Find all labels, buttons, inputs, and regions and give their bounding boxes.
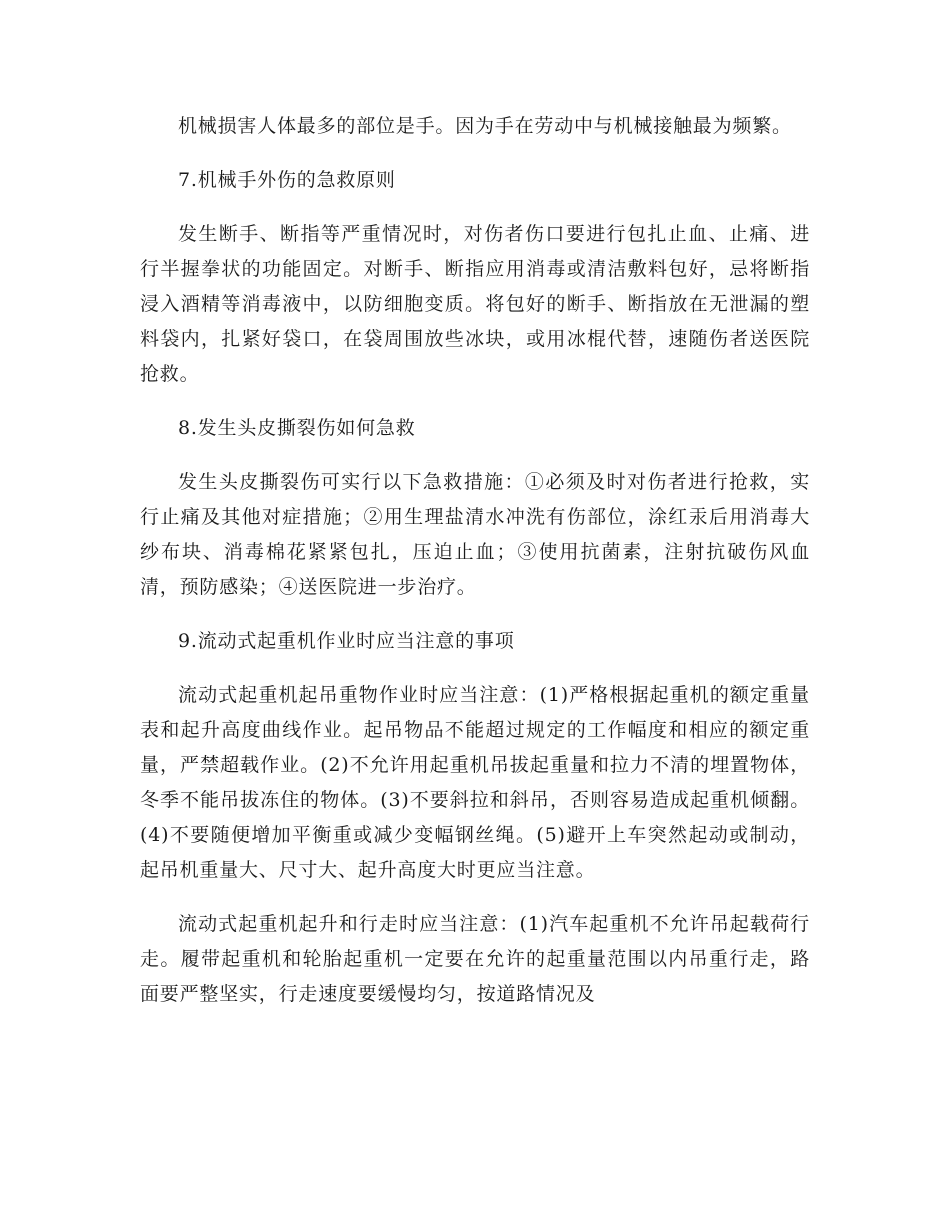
section-heading-8: 8.发生头皮撕裂伤如何急救	[178, 417, 416, 439]
paragraph-crane-lifting: 流动式起重机起吊重物作业时应当注意：(1)严格根据起重机的额定重量表和起升高度曲线作业。起吊物品不能超过规定的工作幅度和相应的额定重量，严禁超载作业。(2)不允许用起重机吊拔起重量和拉力不清的埋置物体，冬季不能吊拔冻住的物体。(3)不要斜拉和斜吊，否则容易造成起重机倾翻。(4)不要随便增加平衡重或减少变幅钢丝绳。(5)避开上车突然起动或制动，起吊机重量大、尺寸大、起升高度大时更应当注意。	[140, 684, 810, 881]
section-heading-9: 9.流动式起重机作业时应当注意的事项	[178, 630, 515, 652]
paragraph-crane-travel: 流动式起重机起升和行走时应当注意：(1)汽车起重机不允许吊起载荷行走。履带起重机和轮胎起重机一定要在允许的起重量范围以内吊重行走，路面要严整坚实，行走速度要缓慢均匀，按道路情况及	[140, 913, 810, 1005]
section-heading-7: 7.机械手外伤的急救原则	[178, 169, 396, 191]
paragraph-scalp-laceration: 发生头皮撕裂伤可实行以下急救措施：①必须及时对伤者进行抢救，实行止痛及其他对症措施；②用生理盐清水冲洗有伤部位，涂红汞后用消毒大纱布块、消毒棉花紧紧包扎，压迫止血；③使用抗菌素，注射抗破伤风血清，预防感染；④送医院进一步治疗。	[140, 471, 810, 598]
paragraph-hand-injury-intro: 机械损害人体最多的部位是手。因为手在劳动中与机械接触最为频繁。	[178, 115, 792, 137]
paragraph-hand-injury-first-aid: 发生断手、断指等严重情况时，对伤者伤口要进行包扎止血、止痛、进行半握拳状的功能固定。对断手、断指应用消毒或清洁敷料包好，忌将断指浸入酒精等消毒液中，以防细胞变质。将包好的断手、断指放在无泄漏的塑料袋内，扎紧好袋口，在袋周围放些冰块，或用冰棍代替，速随伤者送医院抢救。	[140, 223, 810, 385]
